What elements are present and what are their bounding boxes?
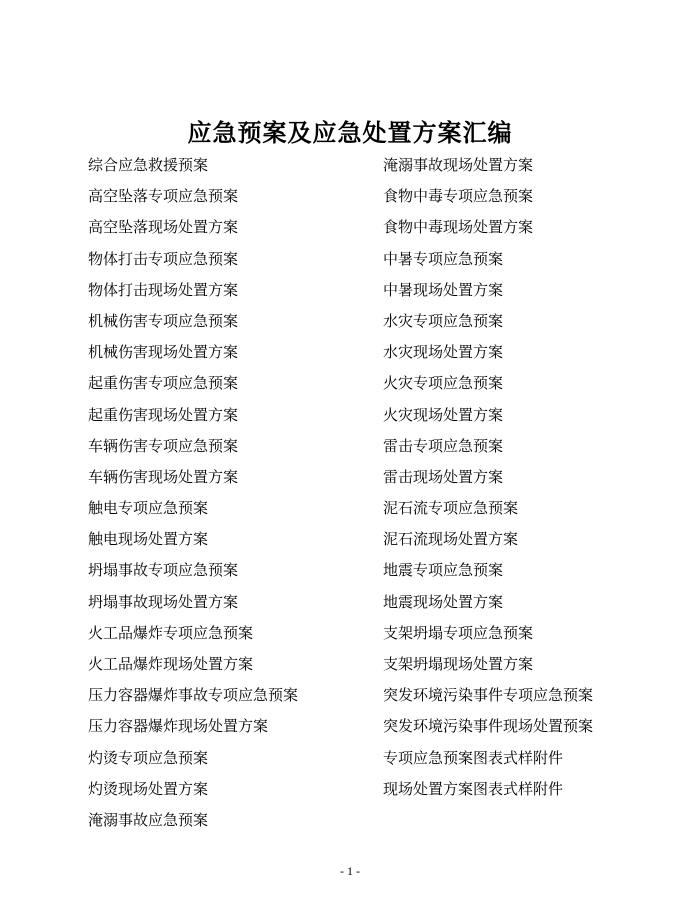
toc-right-column xyxy=(383,150,593,805)
toc-item: 起重伤害专项应急预案 xyxy=(88,374,239,393)
toc-item: 综合应急救援预案 xyxy=(88,156,209,174)
toc-item: 中暑专项应急预案 xyxy=(383,249,504,268)
toc-item: 雷击专项应急预案 xyxy=(383,436,504,455)
toc-item: 压力容器爆炸事故专项应急预案 xyxy=(88,686,299,705)
toc-item: 水灾专项应急预案 xyxy=(383,311,504,330)
toc-item: 物体打击专项应急预案 xyxy=(88,249,239,268)
page-number: - 1 - xyxy=(340,864,360,878)
toc-item: 火工品爆炸现场处置方案 xyxy=(88,655,254,673)
toc-item: 触电现场处置方案 xyxy=(88,530,209,549)
toc-item: 泥石流现场处置方案 xyxy=(383,530,519,549)
toc-item: 灼烫专项应急预案 xyxy=(88,748,209,767)
toc-item: 物体打击现场处置方案 xyxy=(88,280,239,299)
toc-item: 食物中毒现场处置方案 xyxy=(383,218,534,237)
toc-item: 坍塌事故专项应急预案 xyxy=(88,561,239,580)
page-title: 应急预案及应急处置方案汇编 xyxy=(187,119,513,148)
toc-item: 压力容器爆炸现场处置方案 xyxy=(88,717,269,736)
toc-item: 触电专项应急预案 xyxy=(88,499,209,518)
toc-item: 泥石流专项应急预案 xyxy=(383,499,519,518)
toc-item: 地震现场处置方案 xyxy=(383,592,504,611)
toc-item: 火灾专项应急预案 xyxy=(383,374,504,393)
toc-item: 高空坠落专项应急预案 xyxy=(88,187,239,206)
toc-item: 机械伤害专项应急预案 xyxy=(88,311,239,330)
toc-item: 火工品爆炸专项应急预案 xyxy=(88,623,254,642)
toc-item: 突发环境污染事件现场处置预案 xyxy=(383,717,594,736)
toc-item: 雷击现场处置方案 xyxy=(383,467,504,486)
toc-item: 淹溺事故现场处置方案 xyxy=(383,156,534,174)
toc-item: 食物中毒专项应急预案 xyxy=(383,187,534,206)
toc-item: 支架坍塌专项应急预案 xyxy=(383,623,534,642)
toc-item: 灼烫现场处置方案 xyxy=(88,779,209,798)
toc-item: 专项应急预案图表式样附件 xyxy=(383,748,564,767)
toc-item: 水灾现场处置方案 xyxy=(383,343,504,362)
toc-item: 起重伤害现场处置方案 xyxy=(88,405,239,424)
toc-item: 突发环境污染事件专项应急预案 xyxy=(383,686,594,705)
toc-item: 坍塌事故现场处置方案 xyxy=(88,592,239,611)
toc-item: 地震专项应急预案 xyxy=(383,561,504,580)
toc-item: 火灾现场处置方案 xyxy=(383,405,504,424)
toc-item: 高空坠落现场处置方案 xyxy=(88,218,239,237)
toc-item: 车辆伤害现场处置方案 xyxy=(88,467,239,486)
toc-item: 车辆伤害专项应急预案 xyxy=(88,436,239,455)
toc-item: 淹溺事故应急预案 xyxy=(88,810,209,829)
toc-item: 机械伤害现场处置方案 xyxy=(88,343,239,362)
toc-item: 现场处置方案图表式样附件 xyxy=(383,779,564,798)
toc-left-column xyxy=(88,150,298,836)
toc-item: 中暑现场处置方案 xyxy=(383,280,504,299)
toc-item: 支架坍塌现场处置方案 xyxy=(383,655,534,673)
